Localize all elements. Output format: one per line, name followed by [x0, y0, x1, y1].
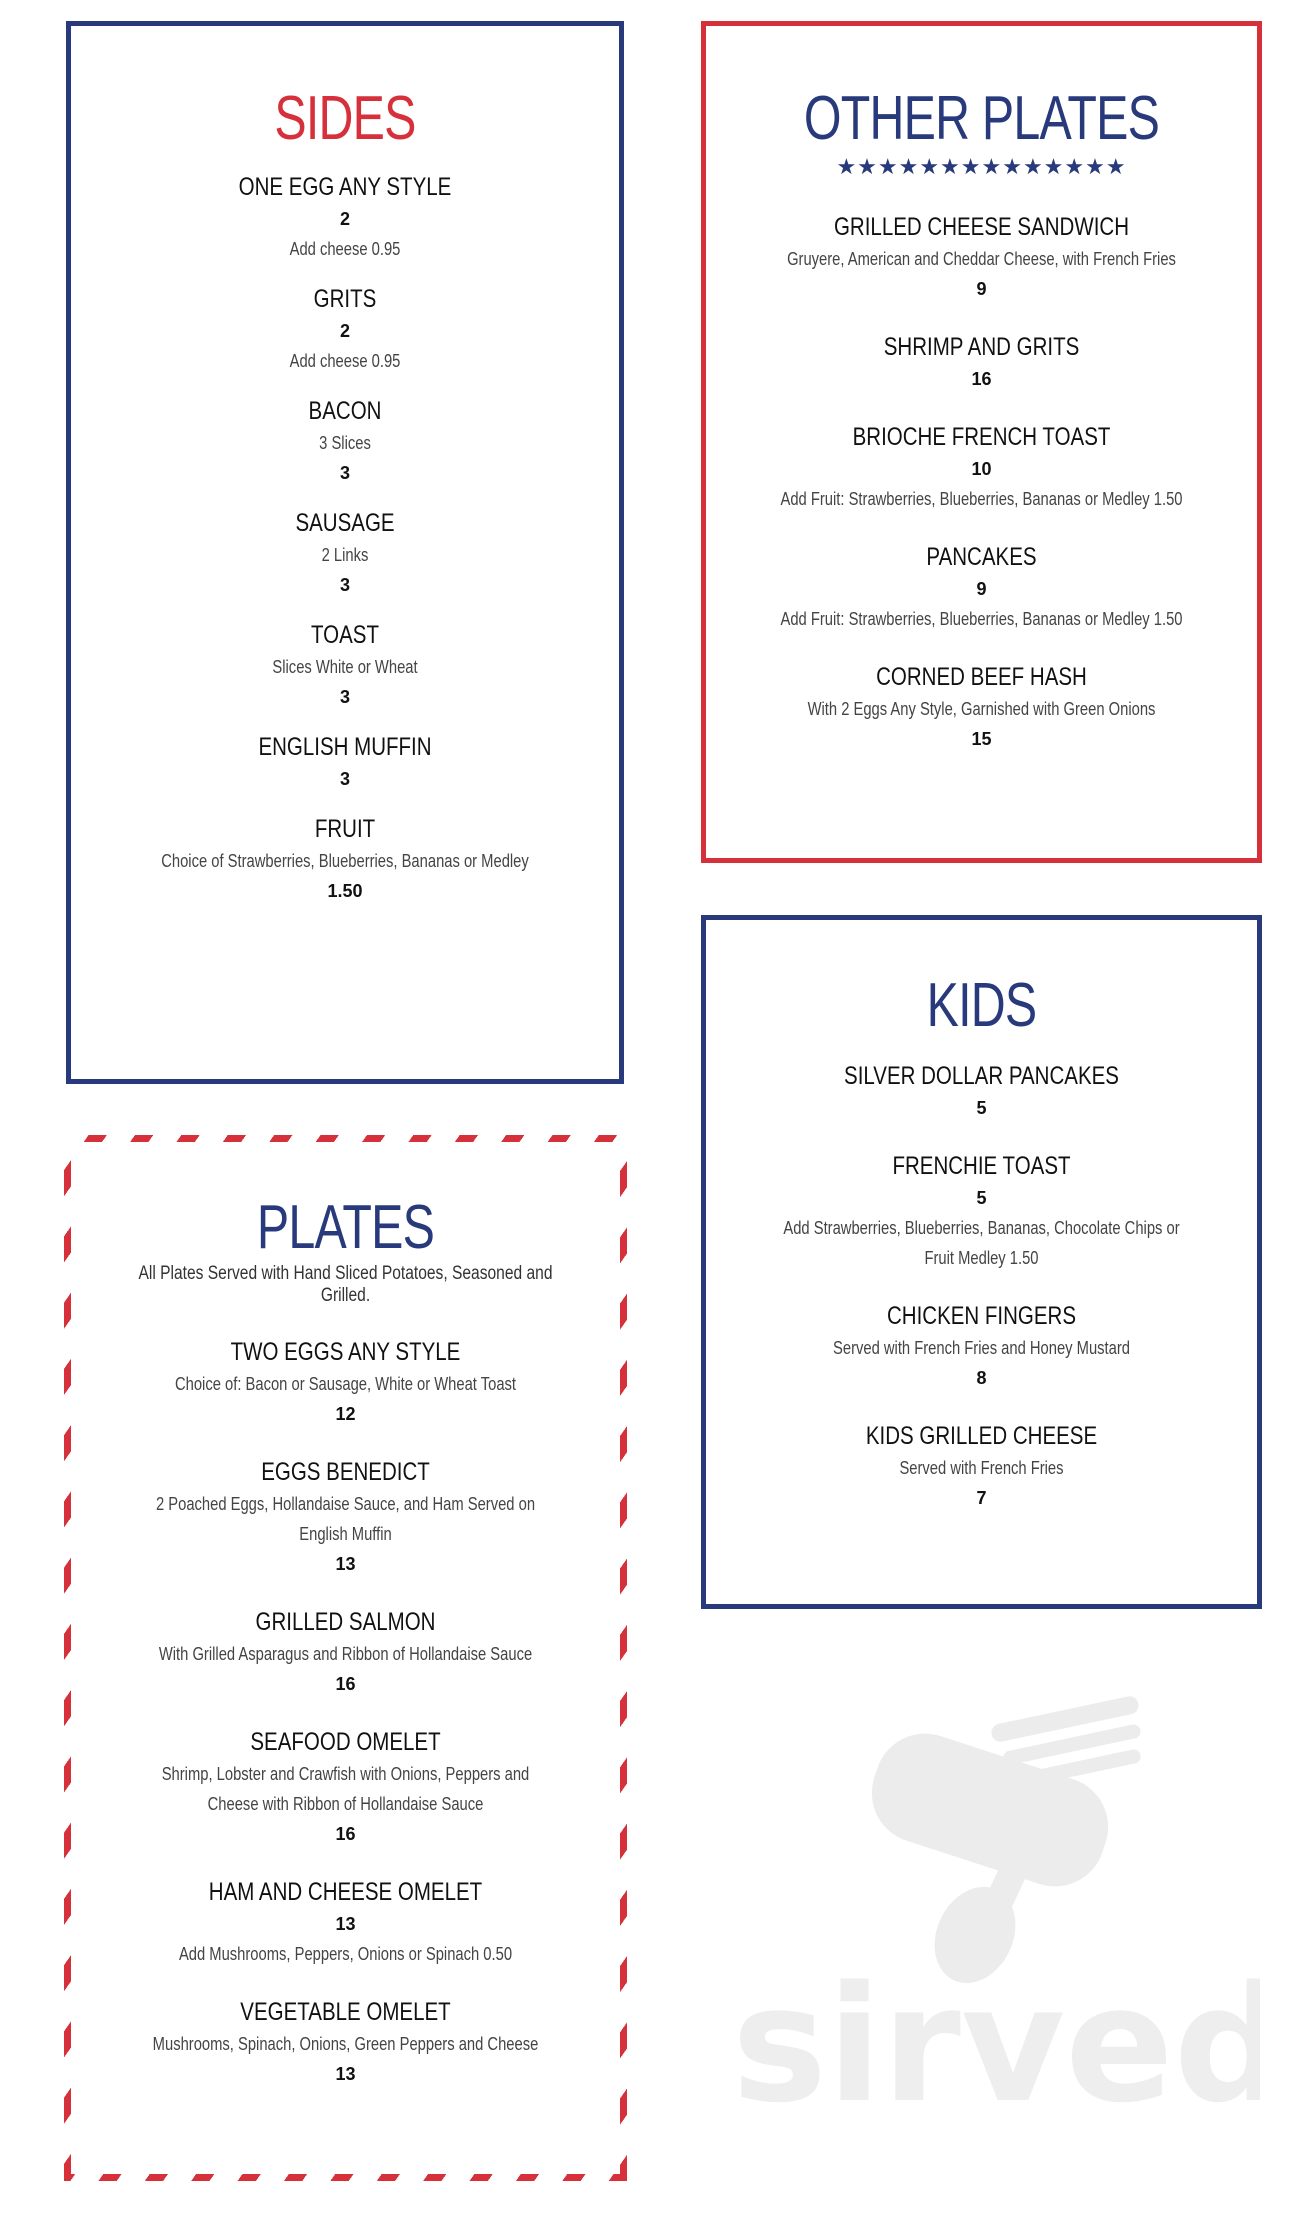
item-price: 15: [971, 729, 992, 749]
fork-spoon-knife-icon: [740, 1690, 1260, 2130]
item-name: BRIOCHE FRENCH TOAST: [852, 423, 1111, 451]
item-price: 3: [339, 575, 350, 595]
item-desc: Add cheese 0.95: [289, 351, 401, 371]
item-price: 1.50: [327, 881, 363, 901]
item-name: GRITS: [313, 285, 377, 313]
list-item: [71, 394, 619, 488]
item-desc: Add Mushrooms, Peppers, Onions or Spinach 0.50: [178, 1944, 513, 1964]
list-item: [71, 1335, 620, 1429]
item-name: HAM AND CHEESE OMELET: [208, 1878, 483, 1906]
item-name: PANCAKES: [926, 543, 1037, 571]
item-name: GRILLED SALMON: [255, 1608, 436, 1636]
item-desc: Slices White or Wheat: [272, 657, 418, 677]
item-desc: Gruyere, American and Cheddar Cheese, with French Fries: [787, 249, 1176, 269]
item-desc: Add cheese 0.95: [289, 239, 401, 259]
list-item: [706, 1419, 1257, 1513]
list-item: [706, 210, 1257, 304]
list-item: [71, 1455, 620, 1579]
watermark-text: sirved: [740, 1951, 1260, 2130]
item-name: BACON: [308, 397, 382, 425]
item-name: EGGS BENEDICT: [261, 1458, 430, 1486]
list-item: [71, 506, 619, 600]
kids-panel: [701, 915, 1262, 1609]
sides-list: [71, 170, 619, 906]
item-desc: Served with French Fries: [899, 1458, 1064, 1478]
item-desc: Choice of: Bacon or Sausage, White or Wheat Toast: [174, 1374, 517, 1394]
list-item: [71, 170, 619, 264]
list-item: [71, 1725, 620, 1849]
sirved-watermark: [740, 1690, 1260, 2130]
item-name: KIDS GRILLED CHEESE: [865, 1422, 1098, 1450]
item-desc: Add Fruit: Strawberries, Blueberries, Bananas or Medley 1.50: [780, 489, 1183, 509]
list-item: [706, 660, 1257, 754]
item-desc: Add Fruit: Strawberries, Blueberries, Bananas or Medley 1.50: [780, 609, 1183, 629]
kids-title: KIDS: [926, 971, 1037, 1040]
item-name: FRENCHIE TOAST: [892, 1152, 1071, 1180]
item-price: 16: [335, 1674, 356, 1694]
item-price: 13: [335, 1554, 356, 1574]
item-desc: With 2 Eggs Any Style, Garnished with Green Onions: [807, 699, 1156, 719]
item-price: 16: [971, 369, 992, 389]
plates-intro: All Plates Served with Hand Sliced Potatoes, Seasoned and Grilled.: [138, 1263, 553, 1306]
plates-title: PLATES: [256, 1193, 435, 1262]
item-price: 5: [976, 1098, 987, 1118]
list-item: [71, 1995, 620, 2089]
item-price: 12: [335, 1404, 356, 1424]
item-price: 13: [335, 2064, 356, 2084]
item-price: 7: [976, 1488, 987, 1508]
kids-list: [706, 1059, 1257, 1513]
item-name: CHICKEN FINGERS: [886, 1302, 1077, 1330]
item-name: SILVER DOLLAR PANCAKES: [844, 1062, 1119, 1090]
item-name: SAUSAGE: [295, 509, 395, 537]
list-item: [706, 420, 1257, 514]
item-price: 16: [335, 1824, 356, 1844]
item-price: 2: [339, 209, 350, 229]
item-desc: Choice of Strawberries, Blueberries, Bananas or Medley: [161, 851, 529, 871]
list-item: [71, 282, 619, 376]
stars-divider: ★★★★★★★★★★★★★★: [836, 154, 1127, 179]
other-plates-list: [706, 210, 1257, 754]
list-item: [71, 812, 619, 906]
item-price: 3: [339, 463, 350, 483]
list-item: [71, 730, 619, 794]
item-name: VEGETABLE OMELET: [240, 1998, 451, 2026]
list-item: [71, 618, 619, 712]
list-item: [706, 1299, 1257, 1393]
item-name: ENGLISH MUFFIN: [258, 733, 432, 761]
item-desc: 2 Poached Eggs, Hollandaise Sauce, and Ham Served on English Muffin: [155, 1494, 536, 1544]
other-plates-panel: [701, 21, 1262, 863]
item-price: 8: [976, 1368, 987, 1388]
sides-title: SIDES: [274, 84, 416, 153]
item-desc: 3 Slices: [319, 433, 371, 453]
item-price: 13: [335, 1914, 356, 1934]
item-name: ONE EGG ANY STYLE: [238, 173, 452, 201]
item-price: 3: [339, 769, 350, 789]
list-item: [71, 1875, 620, 1969]
sides-panel: [66, 21, 624, 1084]
item-price: 10: [971, 459, 992, 479]
item-name: GRILLED CHEESE SANDWICH: [833, 213, 1130, 241]
item-name: SEAFOOD OMELET: [250, 1728, 441, 1756]
item-desc: Served with French Fries and Honey Mustard: [833, 1338, 1130, 1358]
plates-panel: [64, 1135, 627, 2181]
item-name: CORNED BEEF HASH: [876, 663, 1087, 691]
list-item: [706, 330, 1257, 394]
item-name: FRUIT: [314, 815, 376, 843]
list-item: [706, 540, 1257, 634]
item-price: 9: [976, 279, 987, 299]
item-price: 2: [339, 321, 350, 341]
item-desc: Shrimp, Lobster and Crawfish with Onions, Peppers and Cheese with Ribbon of Hollandaise Sauce: [161, 1764, 530, 1814]
list-item: [71, 1605, 620, 1699]
item-name: TOAST: [311, 621, 379, 649]
other-plates-title: OTHER PLATES: [803, 84, 1160, 153]
plates-inner: [71, 1142, 620, 2174]
item-price: 9: [976, 579, 987, 599]
item-desc: 2 Links: [321, 545, 369, 565]
item-desc: With Grilled Asparagus and Ribbon of Hollandaise Sauce: [158, 1644, 533, 1664]
list-item: [706, 1149, 1257, 1273]
list-item: [706, 1059, 1257, 1123]
item-name: SHRIMP AND GRITS: [883, 333, 1080, 361]
item-price: 5: [976, 1188, 987, 1208]
plates-list: [71, 1335, 620, 2089]
item-name: TWO EGGS ANY STYLE: [230, 1338, 461, 1366]
item-desc: Mushrooms, Spinach, Onions, Green Peppers and Cheese: [152, 2034, 539, 2054]
item-desc: Add Strawberries, Blueberries, Bananas, Chocolate Chips or Fruit Medley 1.50: [783, 1218, 1180, 1268]
item-price: 3: [339, 687, 350, 707]
